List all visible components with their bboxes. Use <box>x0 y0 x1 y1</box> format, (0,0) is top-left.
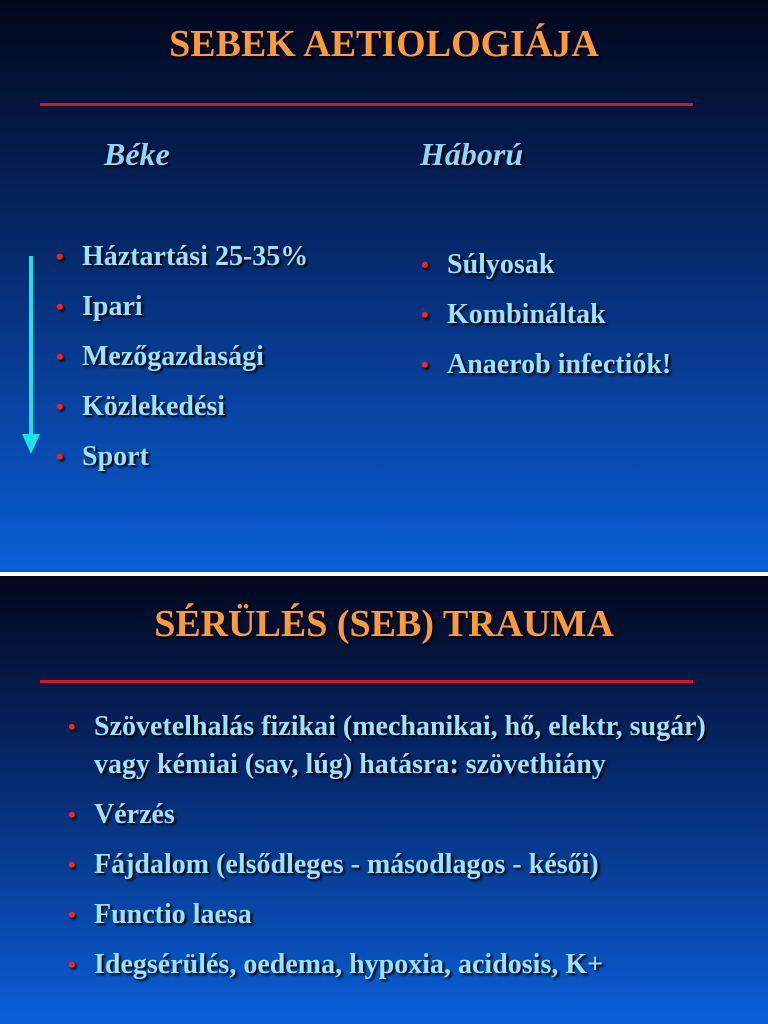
trauma-list <box>68 708 754 996</box>
bullet-icon: • <box>68 902 76 927</box>
bullet-icon: • <box>68 802 76 827</box>
bullet-icon: • <box>56 294 64 319</box>
bullet-icon: • <box>421 252 429 277</box>
bullet-icon: • <box>56 444 64 469</box>
bullet-icon: • <box>56 394 64 419</box>
list-item: • Kombináltak <box>421 299 606 330</box>
list-item: • Szövetelhalás fizikai (mechanikai, hő, elektr, sugár) vagy kémiai (sav, lúg) hatásra: szövethiány <box>94 708 754 784</box>
bullet-icon: • <box>68 852 76 877</box>
arrow-head-icon <box>22 434 40 454</box>
list-item: • Súlyosak <box>421 249 555 280</box>
peace-heading: Béke <box>104 136 170 172</box>
bullet-icon: • <box>56 344 64 369</box>
down-arrow-icon <box>29 256 33 438</box>
bullet-icon: • <box>68 714 76 739</box>
list-item: • Mezőgazdasági <box>56 341 264 372</box>
bullet-icon: • <box>56 244 64 269</box>
peace-list <box>56 240 309 490</box>
slide1-title: SEBEK AETIOLOGIÁJA <box>169 23 599 65</box>
list-item: • Anaerob infectiók! <box>421 349 672 380</box>
list-item: • Fájdalom (elsődleges - másodlagos - késői) <box>94 846 754 884</box>
slide-trauma <box>0 576 768 1024</box>
list-item: • Ipari <box>56 291 143 322</box>
title-divider <box>40 103 693 106</box>
list-item: • Vérzés <box>94 796 754 834</box>
list-item: • Functio laesa <box>94 896 754 934</box>
war-list <box>421 248 672 398</box>
bullet-icon: • <box>421 302 429 327</box>
list-item: • Idegsérülés, oedema, hypoxia, acidosis, K+ <box>94 946 754 984</box>
bullet-icon: • <box>68 952 76 977</box>
title-divider <box>40 680 693 683</box>
bullet-icon: • <box>421 352 429 377</box>
slide2-title: SÉRÜLÉS (SEB) TRAUMA <box>154 603 614 645</box>
list-item: • Sport <box>56 441 149 472</box>
list-item: • Közlekedési <box>56 391 226 422</box>
list-item: • Háztartási 25-35% <box>56 241 309 272</box>
war-heading: Háború <box>420 136 524 172</box>
